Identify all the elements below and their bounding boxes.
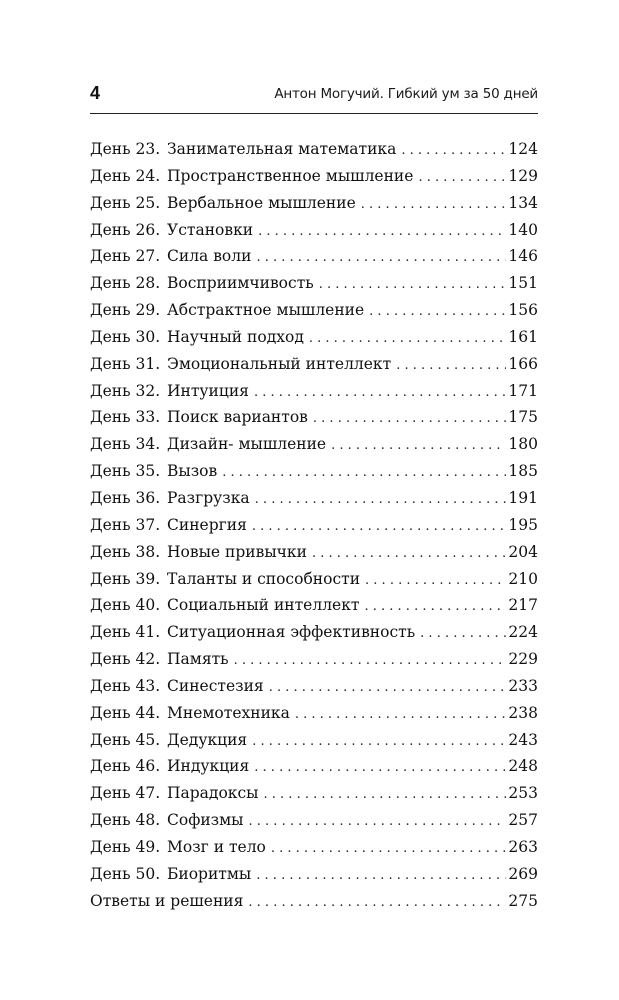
- toc-dot-leader: [361, 192, 507, 219]
- toc-dot-leader: [312, 541, 506, 568]
- toc-entry[interactable]: [90, 539, 538, 566]
- page-number: 4: [90, 83, 101, 103]
- toc-entry-title: Индукция: [167, 757, 250, 776]
- toc-entry-day: День 34.: [90, 435, 161, 454]
- toc-entry[interactable]: [90, 136, 538, 163]
- toc-entry[interactable]: [90, 673, 538, 700]
- toc-dot-leader: [256, 863, 506, 890]
- toc-dot-leader: [255, 487, 507, 514]
- toc-dot-leader: [420, 621, 506, 648]
- toc-dot-leader: [313, 406, 507, 433]
- toc-entry[interactable]: [90, 297, 538, 324]
- toc-entry-day: День 39.: [90, 569, 161, 588]
- toc-dot-leader: [222, 460, 506, 487]
- toc-entry-page: 129: [508, 166, 538, 185]
- toc-entry-day: День 32.: [90, 381, 161, 400]
- toc-dot-leader: [254, 755, 506, 782]
- toc-entry-title: Дизайн- мышление: [167, 435, 327, 454]
- toc-dot-leader: [269, 675, 507, 702]
- toc-entry-title: Сила воли: [167, 247, 252, 266]
- toc-entry-page: 233: [508, 676, 538, 695]
- toc-entry-title: Парадоксы: [167, 784, 259, 803]
- toc-entry-title: Синестезия: [167, 676, 264, 695]
- toc-dot-leader: [234, 648, 507, 675]
- toc-entry-title: Синергия: [167, 515, 247, 534]
- toc-entry[interactable]: [90, 753, 538, 780]
- toc-entry-title: Новые привычки: [167, 542, 307, 561]
- toc-dot-leader: [271, 836, 507, 863]
- toc-entry[interactable]: [90, 700, 538, 727]
- toc-entry[interactable]: [90, 727, 538, 754]
- toc-entry-page: 185: [508, 462, 538, 481]
- toc-entry-title: Память: [167, 650, 229, 669]
- toc-entry[interactable]: [90, 243, 538, 270]
- toc-entry-page: 161: [508, 327, 538, 346]
- toc-entry-day: День 42.: [90, 650, 161, 669]
- toc-entry-title: Установки: [167, 220, 254, 239]
- toc-entry[interactable]: [90, 404, 538, 431]
- toc-entry[interactable]: [90, 485, 538, 512]
- toc-entry[interactable]: [90, 351, 538, 378]
- toc-entry-page: 224: [508, 623, 538, 642]
- toc-entry-day: День 45.: [90, 730, 161, 749]
- toc-entry[interactable]: [90, 861, 538, 888]
- toc-entry-day: День 40.: [90, 596, 161, 615]
- toc-entry-day: День 26.: [90, 220, 161, 239]
- toc-entry-day: День 36.: [90, 488, 161, 507]
- toc-entry-page: 253: [508, 784, 538, 803]
- toc-dot-leader: [258, 219, 506, 246]
- toc-entry-day: День 31.: [90, 354, 161, 373]
- toc-entry-page: 210: [508, 569, 538, 588]
- toc-entry[interactable]: [90, 378, 538, 405]
- toc-entry-page: 195: [508, 515, 538, 534]
- toc-entry-title: Абстрактное мышление: [167, 301, 365, 320]
- toc-entry-day: День 23.: [90, 140, 161, 158]
- toc-entry-day: День 37.: [90, 515, 161, 534]
- toc-entry-page: 124: [508, 140, 538, 158]
- toc-entry-title: Восприимчивость: [167, 274, 314, 293]
- toc-entry[interactable]: [90, 566, 538, 593]
- toc-entry-title: Поиск вариантов: [167, 408, 308, 427]
- toc-dot-leader: [295, 702, 507, 729]
- toc-dot-leader: [309, 326, 507, 353]
- toc-dot-leader: [401, 138, 506, 165]
- toc-entry-page: 217: [508, 596, 538, 615]
- toc-entry-day: День 46.: [90, 757, 161, 776]
- toc-entry[interactable]: [90, 888, 538, 915]
- toc-entry[interactable]: [90, 324, 538, 351]
- toc-dot-leader: [248, 890, 506, 917]
- toc-entry-title: Ответы и решения: [90, 891, 244, 910]
- toc-entry-title: Дедукция: [167, 730, 248, 749]
- toc-entry[interactable]: [90, 807, 538, 834]
- toc-entry-title: Интуиция: [167, 381, 249, 400]
- toc-entry-day: День 27.: [90, 247, 161, 266]
- toc-entry-day: День 33.: [90, 408, 161, 427]
- toc-entry-title: Мозг и тело: [167, 837, 266, 856]
- toc-dot-leader: [396, 353, 506, 380]
- toc-entry-title: Ситуационная эффективность: [167, 623, 416, 642]
- toc-entry-title: Вербальное мышление: [167, 193, 356, 212]
- toc-entry-day: День 44.: [90, 703, 161, 722]
- toc-entry-page: 263: [508, 837, 538, 856]
- toc-entry[interactable]: [90, 431, 538, 458]
- toc-dot-leader: [264, 782, 507, 809]
- toc-entry-page: 269: [508, 864, 538, 883]
- toc-entry-title: Вызов: [167, 462, 218, 481]
- toc-entry-day: День 47.: [90, 784, 161, 803]
- toc-entry-title: Социальный интеллект: [167, 596, 360, 615]
- toc-entry-day: День 28.: [90, 274, 161, 293]
- toc-entry-page: 134: [508, 193, 538, 212]
- toc-entry-day: День 24.: [90, 166, 161, 185]
- toc-entry[interactable]: [90, 834, 538, 861]
- toc-entry-page: 151: [508, 274, 538, 293]
- toc-entry-title: Софизмы: [167, 811, 244, 830]
- toc-entry-page: 180: [508, 435, 538, 454]
- toc-entry-page: 171: [508, 381, 538, 400]
- toc-entry-day: День 38.: [90, 542, 161, 561]
- toc-entry-day: День 35.: [90, 462, 161, 481]
- toc-entry-day: День 48.: [90, 811, 161, 830]
- toc-entry-title: Пространственное мышление: [167, 166, 414, 185]
- toc-entry-title: Биоритмы: [167, 864, 252, 883]
- toc-entry[interactable]: [90, 270, 538, 297]
- toc-entry-page: 204: [508, 542, 538, 561]
- toc-entry[interactable]: [90, 217, 538, 244]
- toc-entry-page: 248: [508, 757, 538, 776]
- toc-entry-page: 146: [508, 247, 538, 266]
- toc-dot-leader: [331, 433, 506, 460]
- toc-entry-page: 243: [508, 730, 538, 749]
- toc-dot-leader: [256, 245, 506, 272]
- toc-entry-page: 238: [508, 703, 538, 722]
- toc-entry-page: 191: [508, 488, 538, 507]
- toc-dot-leader: [418, 165, 506, 192]
- toc-entry-title: Таланты и способности: [167, 569, 361, 588]
- table-of-contents: [90, 136, 538, 914]
- toc-dot-leader: [252, 514, 507, 541]
- toc-entry[interactable]: [90, 512, 538, 539]
- toc-entry-title: Мнемотехника: [167, 703, 290, 722]
- toc-entry-page: 257: [508, 811, 538, 830]
- toc-dot-leader: [364, 594, 506, 621]
- toc-entry-page: 175: [508, 408, 538, 427]
- toc-dot-leader: [252, 729, 506, 756]
- toc-entry[interactable]: [90, 592, 538, 619]
- toc-entry-title: Разгрузка: [167, 488, 250, 507]
- page-header: [90, 81, 538, 107]
- toc-dot-leader: [249, 809, 507, 836]
- toc-entry[interactable]: [90, 619, 538, 646]
- toc-entry-page: 275: [508, 891, 538, 910]
- toc-entry-title: Научный подход: [167, 327, 304, 346]
- toc-entry-day: День 41.: [90, 623, 161, 642]
- toc-dot-leader: [365, 568, 506, 595]
- toc-entry-title: Занимательная математика: [167, 140, 397, 158]
- running-title: Антон Могучий. Гибкий ум за 50 дней: [274, 86, 538, 102]
- toc-entry-day: День 30.: [90, 327, 161, 346]
- toc-dot-leader: [369, 299, 506, 326]
- toc-entry-day: День 43.: [90, 676, 161, 695]
- toc-entry-title: Эмоциональный интеллект: [167, 354, 392, 373]
- toc-entry-day: День 29.: [90, 301, 161, 320]
- header-rule: [90, 113, 538, 114]
- toc-entry-day: День 25.: [90, 193, 161, 212]
- toc-entry[interactable]: [90, 780, 538, 807]
- toc-entry[interactable]: [90, 646, 538, 673]
- toc-entry[interactable]: [90, 458, 538, 485]
- toc-entry-page: 229: [508, 650, 538, 669]
- toc-entry-day: День 50.: [90, 864, 161, 883]
- toc-dot-leader: [254, 380, 506, 407]
- toc-entry-day: День 49.: [90, 837, 161, 856]
- toc-entry-page: 166: [508, 354, 538, 373]
- toc-entry-page: 140: [508, 220, 538, 239]
- toc-entry[interactable]: [90, 163, 538, 190]
- toc-entry[interactable]: [90, 190, 538, 217]
- toc-dot-leader: [319, 272, 507, 299]
- toc-entry-page: 156: [508, 301, 538, 320]
